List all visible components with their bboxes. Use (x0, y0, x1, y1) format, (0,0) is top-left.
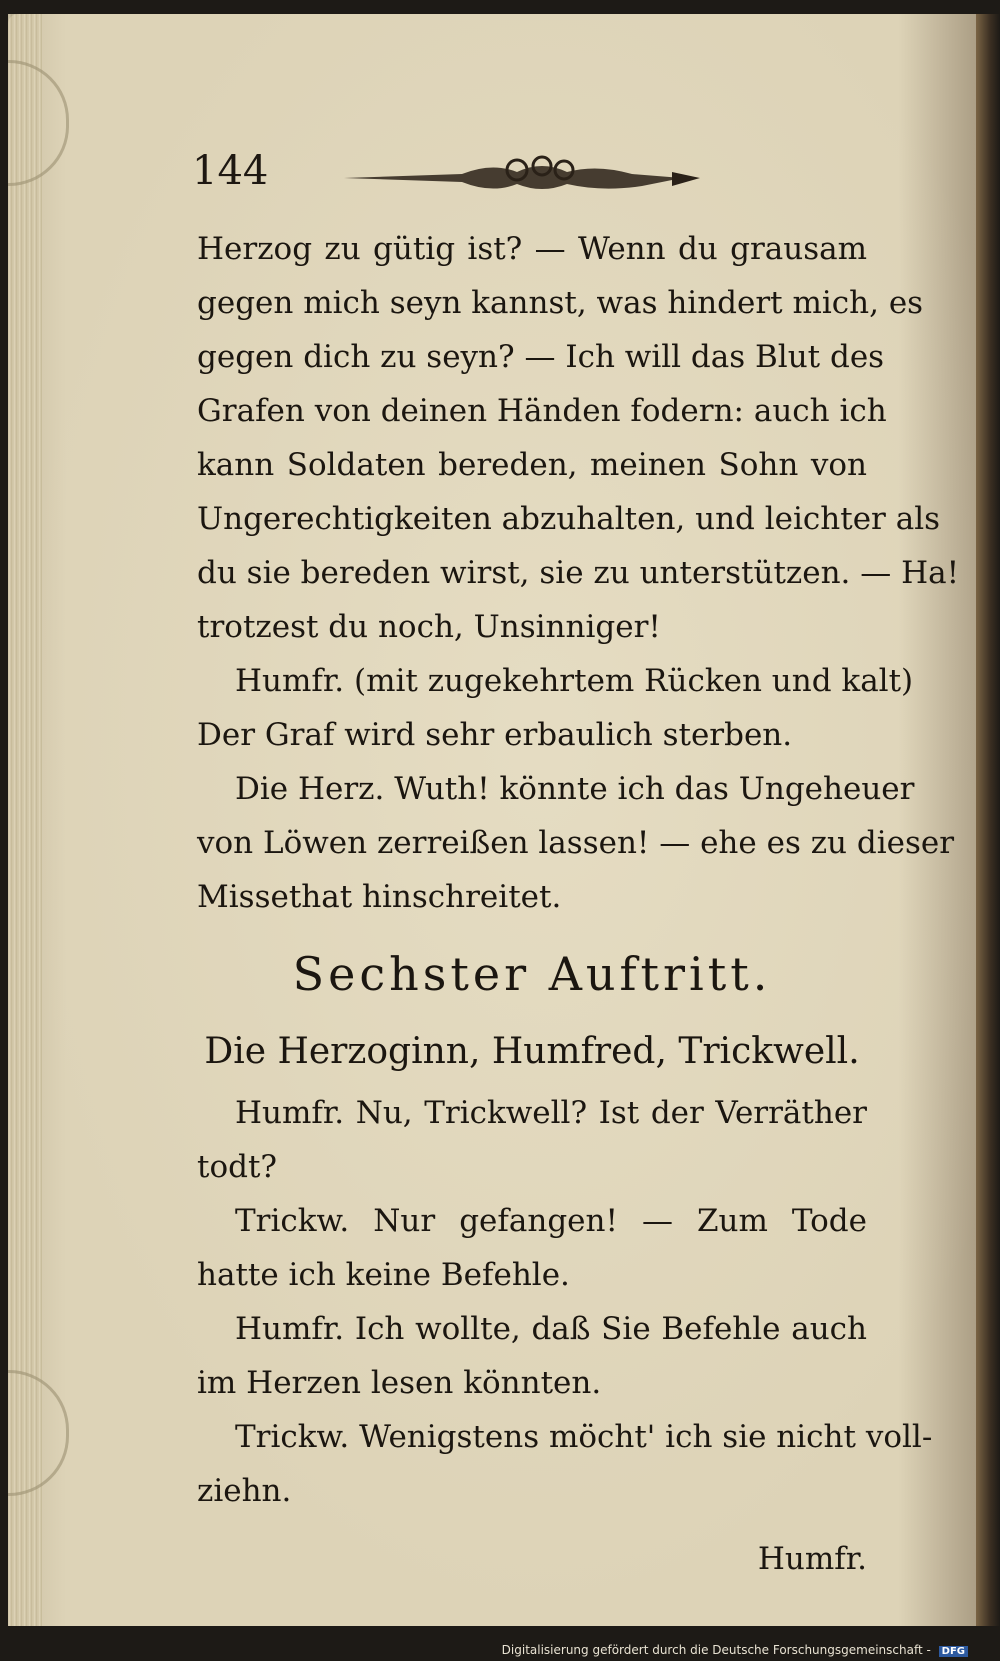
scene-heading: Sechster Auftritt. (292, 947, 772, 1001)
speaker-line: Trickw. Wenigstens möcht' ich sie nicht voll- (235, 1419, 933, 1455)
text-line: trotzest du noch, Unsinniger! (197, 609, 661, 645)
text-line: gegen mich seyn kannst, was hindert mich, es (197, 285, 924, 321)
speaker-line: Trickw. Nur gefangen! — Zum Tode (235, 1203, 867, 1239)
speaker-line: Humfr. Ich wollte, daß Sie Befehle auch (235, 1311, 867, 1347)
text-line: Missethat hinschreitet. (197, 879, 562, 915)
text-line: von Löwen zerreißen lassen! — ehe es zu dieser (197, 825, 955, 861)
text-line: im Herzen lesen könnten. (197, 1365, 602, 1401)
text-line: kann Soldaten bereden, meinen Sohn von (197, 447, 867, 483)
digitization-credit: Digitalisierung gefördert durch die Deutsche Forschungsgemeinschaft - DFG (502, 1643, 968, 1657)
text-line: todt? (197, 1149, 278, 1185)
body-text (197, 222, 960, 1586)
text-line: Der Graf wird sehr erbaulich sterben. (197, 717, 793, 753)
text-line: gegen dich zu seyn? — Ich will das Blut des (197, 339, 885, 375)
cast-list: Die Herzoginn, Humfred, Trickwell. (204, 1031, 860, 1072)
text-line: hatte ich keine Befehle. (197, 1257, 570, 1293)
dfg-logo: DFG (939, 1646, 968, 1657)
book-spine (976, 14, 1000, 1626)
speaker-line: Die Herz. Wuth! könnte ich das Ungeheuer (235, 771, 915, 807)
text-line: Grafen von deinen Händen fodern: auch ich (197, 393, 887, 429)
page-header (192, 148, 892, 208)
catchword: Humfr. (757, 1541, 867, 1577)
text-line: Ungerechtigkeiten abzuhalten, und leichter als (197, 501, 941, 537)
speaker-line: Humfr. (mit zugekehrtem Rücken und kalt) (235, 663, 914, 699)
speaker-line: Humfr. Nu, Trickwell? Ist der Verräther (235, 1095, 867, 1131)
text-line: Herzog zu gütig ist? — Wenn du grausam (197, 231, 867, 267)
text-line: du sie bereden wirst, sie zu unterstützen. — Ha! (197, 555, 960, 591)
ornament-vignette (342, 152, 702, 200)
text-line: ziehn. (197, 1473, 292, 1509)
footer-text: Digitalisierung gefördert durch die Deutsche Forschungsgemeinschaft (501, 1643, 923, 1657)
page-number: 144 (192, 148, 269, 194)
